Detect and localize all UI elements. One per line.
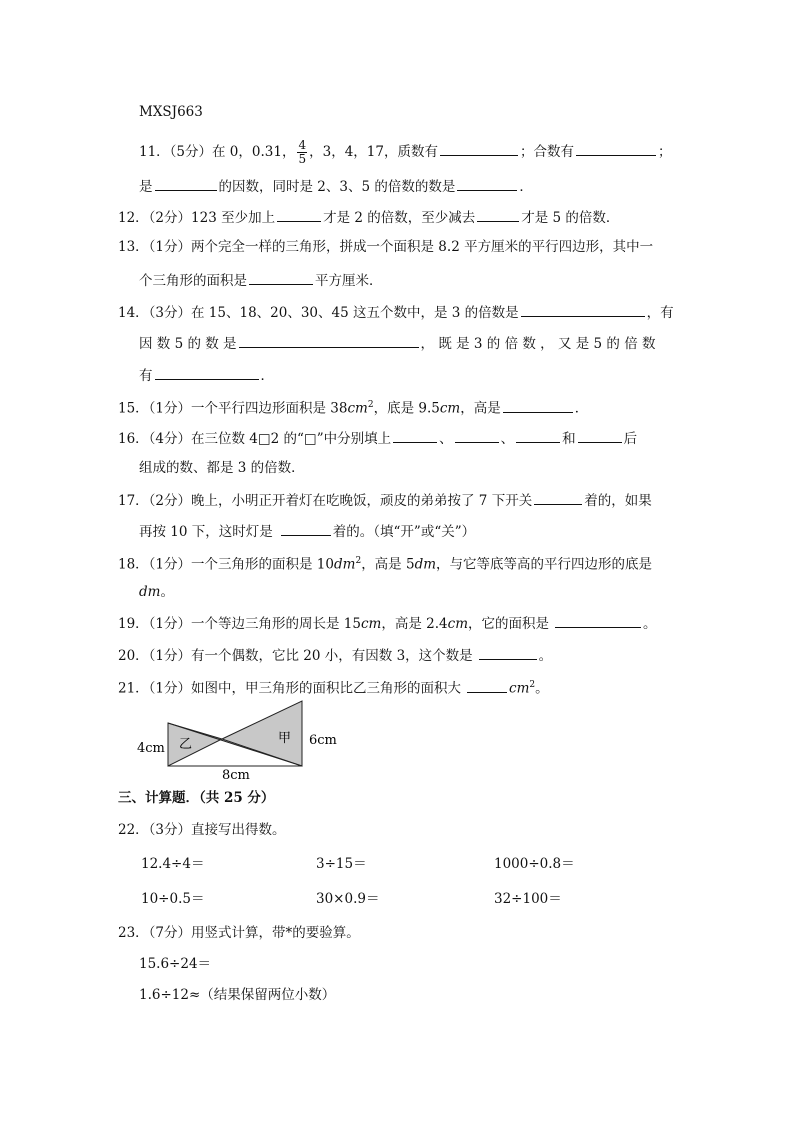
answer-blank[interactable] bbox=[503, 398, 573, 413]
q18-text-d: 。 bbox=[160, 584, 174, 600]
q18-text-a: 18．（1分）一个三角形的面积是 10 bbox=[118, 556, 334, 573]
q15-text-b: ，底是 9.5 bbox=[373, 400, 440, 417]
question-21 bbox=[118, 676, 549, 698]
q19-text-b: ，高是 2.4 bbox=[381, 616, 448, 632]
q15-text-d: ． bbox=[574, 400, 589, 417]
question-13-line-2 bbox=[139, 270, 383, 290]
label-bottom: 8cm bbox=[222, 768, 250, 783]
exponent: 2 bbox=[367, 400, 374, 410]
q19-text-c: ，它的面积是 bbox=[468, 616, 550, 632]
question-14-line-2 bbox=[139, 333, 656, 353]
answer-blank[interactable] bbox=[155, 365, 259, 380]
question-14-line-3 bbox=[139, 365, 274, 385]
q17-text-a: 17．（2分）晚上，小明正开着灯在吃晚饭，顽皮的弟弟按了 7 下开关 bbox=[118, 493, 533, 509]
calc-item: 12.4÷4＝ bbox=[141, 856, 205, 872]
question-20 bbox=[118, 645, 552, 665]
unit-dm: dm bbox=[334, 556, 356, 573]
q21-text-a: 21．（1分）如图中，甲三角形的面积比乙三角形的面积大 bbox=[118, 680, 462, 697]
question-17-line-2 bbox=[139, 521, 475, 541]
answer-blank[interactable] bbox=[479, 645, 537, 660]
fraction-denominator: 5 bbox=[298, 152, 307, 166]
q11-text-d: ； bbox=[657, 144, 672, 160]
answer-blank[interactable] bbox=[277, 207, 321, 222]
calc-item: 1.6÷12≈（结果保留两位小数） bbox=[139, 987, 336, 1003]
q13-text-b: 平方厘米． bbox=[315, 273, 383, 289]
exponent: 2 bbox=[529, 680, 536, 690]
unit-cm: cm bbox=[347, 400, 368, 417]
q20-text-b: 。 bbox=[538, 648, 553, 664]
unit-cm: cm bbox=[509, 680, 530, 697]
answer-blank[interactable] bbox=[281, 521, 331, 536]
question-15 bbox=[118, 396, 588, 418]
answer-blank[interactable] bbox=[249, 270, 313, 285]
calc-item: 1000÷0.8＝ bbox=[494, 856, 575, 872]
q18-text-c: ，与它等底等高的平行四边形的底是 bbox=[436, 556, 653, 573]
question-17-line-1 bbox=[118, 490, 652, 510]
q11-text-f: 的因数，同时是 2、3、5 的倍数的数是 bbox=[218, 179, 456, 195]
q21-text-b: 。 bbox=[535, 680, 549, 697]
label-left: 4cm bbox=[137, 741, 165, 756]
q14-text-f: ． bbox=[260, 368, 274, 384]
q17-text-c: 再按 10 下，这时灯是 bbox=[139, 524, 273, 540]
question-23-title: 23．（7分）用竖式计算，带*的要验算。 bbox=[118, 925, 360, 941]
doc-code: MXSJ663 bbox=[139, 104, 203, 120]
calc-item: 3÷15＝ bbox=[316, 856, 367, 872]
question-13-line-1: 13．（1分）两个完全一样的三角形，拼成一个面积是 8.2 平方厘米的平行四边形，其中一 bbox=[118, 239, 654, 255]
answer-blank[interactable] bbox=[467, 678, 507, 693]
fraction-numerator: 4 bbox=[298, 138, 307, 152]
q11-text-c: ；合数有 bbox=[519, 144, 574, 160]
separator: 、 bbox=[439, 431, 453, 447]
question-11-line-1 bbox=[139, 135, 671, 169]
q17-text-d: 着的。（填“开”或“关”） bbox=[332, 524, 476, 540]
unit-cm: cm bbox=[361, 616, 382, 632]
question-16-line-1 bbox=[118, 428, 637, 448]
q14-text-d: ， 既 是 3 的 倍 数 ， 又 是 5 的 倍 数 bbox=[420, 336, 656, 352]
question-18-line-2 bbox=[139, 583, 174, 601]
exponent: 2 bbox=[355, 556, 362, 566]
q11-text-e: 是 bbox=[139, 179, 153, 195]
q14-text-a: 14．（3分）在 15、18、20、30、45 这五个数中，是 3 的倍数是 bbox=[118, 305, 519, 321]
answer-blank[interactable] bbox=[455, 428, 499, 443]
answer-blank[interactable] bbox=[239, 333, 419, 348]
q19-text-a: 19．（1分）一个等边三角形的周长是 15 bbox=[118, 616, 361, 632]
q11-text-g: ． bbox=[519, 179, 533, 195]
q12-text-b: 才是 2 的倍数，至少减去 bbox=[323, 210, 476, 226]
q15-text-a: 15．（1分）一个平行四边形面积是 38 bbox=[118, 400, 348, 417]
fraction-four-fifths bbox=[297, 139, 307, 166]
q18-text-b: ，高是 5 bbox=[361, 556, 415, 573]
label-right: 6cm bbox=[309, 733, 337, 748]
answer-blank[interactable] bbox=[521, 302, 645, 317]
q11-text-b: ，3，4，17，质数有 bbox=[309, 144, 438, 160]
q14-text-e: 有 bbox=[139, 368, 153, 384]
calc-item: 10÷0.5＝ bbox=[141, 891, 205, 907]
unit-cm: cm bbox=[447, 616, 469, 632]
section-3-title: 三、计算题．（共 25 分） bbox=[118, 790, 275, 806]
answer-blank[interactable] bbox=[393, 428, 437, 443]
q13-text-a: 个三角形的面积是 bbox=[139, 273, 247, 289]
q19-text-d: 。 bbox=[643, 616, 657, 632]
question-18-line-1 bbox=[118, 552, 652, 574]
answer-blank[interactable] bbox=[477, 207, 519, 222]
calc-item: 30×0.9＝ bbox=[316, 891, 380, 907]
question-19 bbox=[118, 613, 657, 633]
calc-item: 32÷100＝ bbox=[494, 891, 562, 907]
label-jia: 甲 bbox=[278, 731, 292, 746]
triangles-figure bbox=[130, 696, 350, 784]
q15-text-c: ，高是 bbox=[460, 400, 501, 417]
q14-text-b: ，有 bbox=[646, 305, 674, 321]
label-yi: 乙 bbox=[179, 737, 193, 752]
q12-text-a: 12．（2分）123 至少加上 bbox=[118, 210, 276, 226]
answer-blank[interactable] bbox=[578, 428, 622, 443]
unit-dm: dm bbox=[139, 584, 161, 600]
calc-item: 15.6÷24＝ bbox=[139, 956, 212, 972]
answer-blank[interactable] bbox=[516, 428, 560, 443]
question-11-line-2 bbox=[139, 176, 533, 196]
answer-blank[interactable] bbox=[155, 176, 217, 191]
question-14-line-1 bbox=[118, 302, 674, 322]
answer-blank[interactable] bbox=[457, 176, 517, 191]
answer-blank[interactable] bbox=[555, 613, 641, 628]
answer-blank[interactable] bbox=[576, 141, 656, 156]
answer-blank[interactable] bbox=[534, 490, 582, 505]
q11-text-a: 11．（5分）在 0，0.31， bbox=[139, 144, 296, 160]
q20-text-a: 20．（1分）有一个偶数，它比 20 小，有因数 3，这个数是 bbox=[118, 648, 473, 664]
q16-text-a: 16．（4分）在三位数 4□2 的“□”中分别填上 bbox=[118, 431, 392, 447]
separator: 和 bbox=[562, 431, 576, 447]
question-16-line-2: 组成的数、都是 3 的倍数． bbox=[139, 460, 305, 476]
question-12 bbox=[118, 207, 619, 227]
answer-blank[interactable] bbox=[440, 141, 518, 156]
question-22-title: 22．（3分）直接写出得数。 bbox=[118, 822, 286, 838]
unit-cm: cm bbox=[439, 400, 461, 417]
q14-text-c: 因 数 5 的 数 是 bbox=[139, 336, 237, 352]
q12-text-c: 才是 5 的倍数． bbox=[521, 210, 620, 226]
separator: 、 bbox=[500, 431, 515, 447]
unit-dm: dm bbox=[414, 556, 437, 573]
q16-text-b: 后 bbox=[623, 431, 638, 447]
q17-text-b: 着的，如果 bbox=[584, 493, 652, 509]
triangle-yi bbox=[168, 723, 222, 766]
